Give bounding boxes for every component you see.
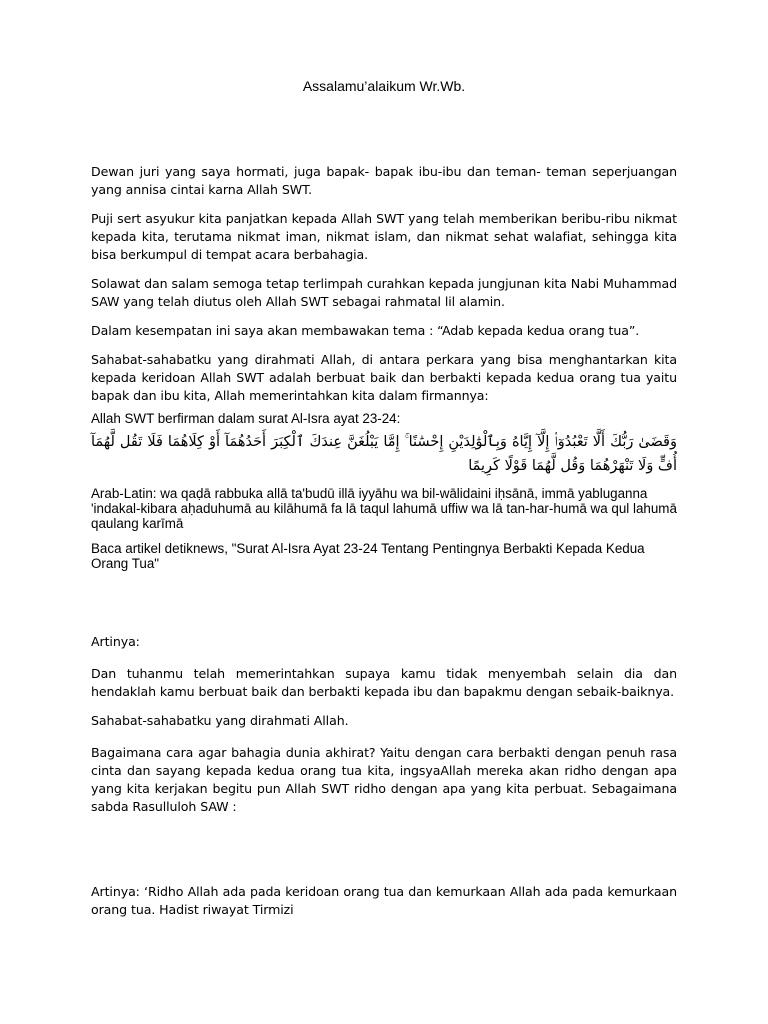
salawat-paragraph: Solawat dan salam semoga tetap terlimpah curahkan kepada jungjunan kita Nabi Muhammad SAW yang telah diutus oleh Allah SWT sebagai rahmatal lil alamin. (91, 276, 677, 309)
meaning-paragraph: Dan tuhanmu telah memerintahkan supaya kamu tidak menyembah selain dia dan hendaklah kamu berbuat baik dan berbakti kepada ibu dan bapakmu dengan sebaik-baiknya. (91, 666, 677, 699)
salutation-heading: Assalamu’alaikum Wr.Wb. (302, 78, 466, 94)
gratitude-paragraph: Puji sert asyukur kita panjatkan kepada Allah SWT yang telah memberikan beribu-ribu nikmat kepada kita, terutama nikmat iman, nikmat islam, dan nikmat sehat walafiat, sehingga kita bisa berkumpul di tempat acara berbahagia. (91, 211, 677, 262)
blank-space (91, 827, 677, 883)
verse-intro: Allah SWT berfirman dalam surat Al-Isra ayat 23-24: (91, 411, 401, 426)
blank-space (91, 581, 677, 633)
latin-transliteration: Arab-Latin: wa qaḍā rabbuka allā ta'budū illā iyyāhu wa bil-wālidaini iḥsānā, immā yabluganna 'indakal-kibara aḥaduhumā au kilāhumā fa lā taqul lahumā uffiw wa lā tan-har-humā wa qul lahumā qaulang karīmā (91, 486, 677, 531)
theme-paragraph: Dalam kesempatan ini saya akan membawakan tema : “Adab kepada kedua orang tua”. (91, 323, 640, 338)
source-citation: Baca artikel detiknews, "Surat Al-Isra Ayat 23-24 Tentang Pentingnya Berbakti Kepada Kedua Orang Tua" (91, 541, 645, 571)
arabic-verse: وَقَضَىٰ رَبُّكَ أَلَّا تَعْبُدُوٓا۟ إِلَّآ إِيَّاهُ وَبِٱلْوَٰلِدَيْنِ إِحْسَٰنًا ۚ إِمَّا يَبْلُغَنَّ عِندَكَ ٱلْكِبَرَ أَحَدُهُمَآ أَوْ كِلَاهُمَا فَلَا تَقُل لَّهُمَآ أُفٍّ وَلَا تَنْهَرْهُمَا وَقُل لَّهُمَا قَوْلًا كَرِيمًا (91, 434, 677, 474)
opening-paragraph: Dewan juri yang saya hormati, juga bapak- bapak ibu-ibu dan teman- teman seperjuangan yang annisa cintai karna Allah SWT. (91, 164, 677, 197)
question-paragraph: Bagaimana cara agar bahagia dunia akhirat? Yaitu dengan cara berbakti dengan penuh rasa cinta dan sayang kepada kedua orang tua kita, ingsyaAllah mereka akan ridho dengan apa yang kita kerjakan begitu pun Allah SWT ridho dengan apa yang kita perbuat. Sebagaimana sabda Rasulluloh SAW : (91, 745, 677, 814)
document-body (91, 163, 677, 930)
intro-paragraph: Sahabat-sahabatku yang dirahmati Allah, di antara perkara yang bisa menghantarkan kita kepada keridoan Allah SWT adalah berbuat baik dan berbakti kepada kedua orang tua yaitu bapak dan ibu kita, Allah memerintahkan kita dalam firmannya: (91, 352, 677, 403)
meaning-label: Artinya: (91, 634, 140, 649)
address-paragraph: Sahabat-sahabatku yang dirahmati Allah. (91, 713, 349, 728)
hadith-meaning-paragraph: Artinya: ‘Ridho Allah ada pada keridoan orang tua dan kemurkaan Allah ada pada kemurkaan orang tua. Hadist riwayat Tirmizi (91, 884, 677, 917)
